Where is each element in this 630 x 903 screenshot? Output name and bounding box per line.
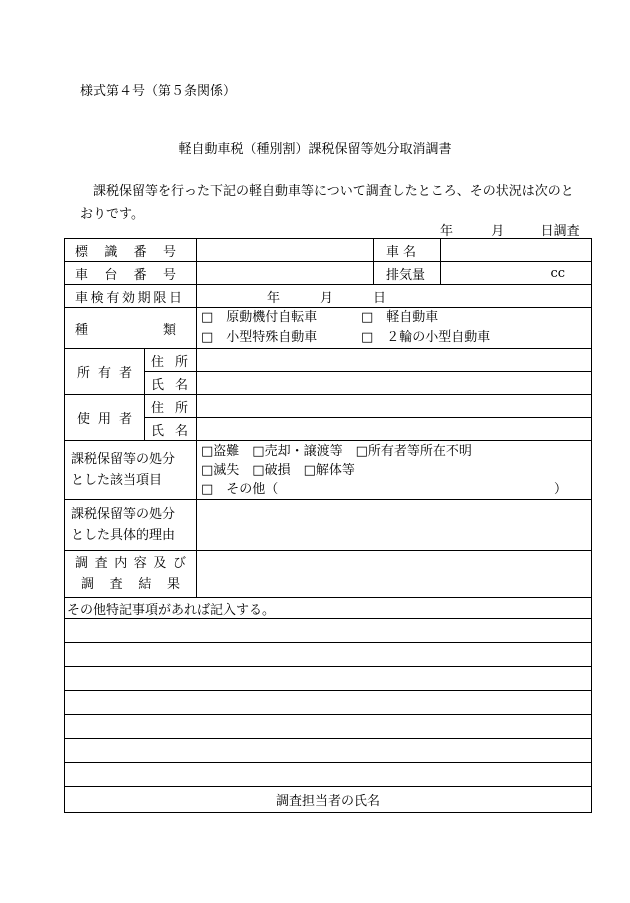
- user-name-label: 氏名: [145, 418, 197, 441]
- notes-field[interactable]: [65, 691, 592, 715]
- plate-label: 標識番号: [65, 239, 197, 262]
- owner-name-label: 氏名: [145, 372, 197, 395]
- chassis-label: 車台番号: [65, 262, 197, 285]
- reason-label: [65, 500, 197, 551]
- survey-year-label: 年: [440, 224, 454, 239]
- displacement-field[interactable]: [441, 262, 592, 285]
- notes-line: [65, 739, 592, 763]
- user-label: 使用者: [65, 395, 145, 441]
- result-label: [65, 551, 197, 598]
- result-label-line-2: 調査結果: [81, 577, 181, 592]
- applicable-row: [65, 441, 592, 500]
- kind-label: 種類: [65, 308, 197, 349]
- displacement-unit: cc: [550, 265, 566, 281]
- owner-address-row: [65, 349, 592, 372]
- result-row: [65, 551, 592, 598]
- reason-label-line-2: とした具体的理由: [71, 528, 176, 543]
- inspection-year: 年: [267, 290, 281, 306]
- user-name-field[interactable]: [197, 418, 592, 441]
- displacement-label: 排気量: [374, 262, 441, 285]
- user-address-field[interactable]: [197, 395, 592, 418]
- applicable-items-line-1[interactable]: □盗難 □売却・譲渡等 □所有者等所在不明: [201, 443, 472, 459]
- plate-field[interactable]: [197, 239, 374, 262]
- kind-option-moped[interactable]: □ 原動機付自転車: [201, 310, 318, 325]
- owner-address-field[interactable]: [197, 349, 592, 372]
- notes-field[interactable]: [65, 715, 592, 739]
- investigator-row: [65, 787, 592, 813]
- survey-form-table: [64, 238, 592, 813]
- inspection-row: [65, 285, 592, 308]
- reason-row: [65, 500, 592, 551]
- notes-field[interactable]: [65, 619, 592, 643]
- chassis-row: [65, 262, 592, 285]
- user-address-row: [65, 395, 592, 418]
- notes-head-row: [65, 598, 592, 619]
- kind-options: [197, 308, 592, 349]
- applicable-other-close: ）: [554, 481, 568, 497]
- notes-field[interactable]: [65, 763, 592, 787]
- applicable-items-line-2[interactable]: □滅失 □破損 □解体等: [201, 462, 355, 478]
- kind-option-two-wheel[interactable]: □ ２輪の小型自動車: [361, 330, 491, 345]
- inspection-month: 月: [320, 290, 334, 306]
- kind-option-special[interactable]: □ 小型特殊自動車: [201, 330, 318, 345]
- car-name-label: 車名: [374, 239, 441, 262]
- applicable-items: [197, 441, 592, 500]
- survey-date: [440, 220, 580, 239]
- applicable-label-line-2: とした該当項目: [71, 473, 163, 488]
- inspection-label: 車検有効期限日: [65, 285, 197, 308]
- owner-name-field[interactable]: [197, 372, 592, 395]
- kind-options-line-1: [201, 308, 587, 328]
- owner-label: 所有者: [65, 349, 145, 395]
- owner-address-label: 住所: [145, 349, 197, 372]
- applicable-other-label: □ その他（: [201, 481, 279, 497]
- reason-label-line-1: 課税保留等の処分: [71, 507, 176, 522]
- user-address-label: 住所: [145, 395, 197, 418]
- notes-label: その他特記事項があれば記入する。: [65, 598, 592, 619]
- user-name-row: [65, 418, 592, 441]
- survey-day-label: 日調査: [540, 224, 580, 239]
- notes-line: [65, 763, 592, 787]
- notes-field[interactable]: [65, 643, 592, 667]
- notes-field[interactable]: [65, 739, 592, 763]
- notes-line: [65, 691, 592, 715]
- investigator-label[interactable]: 調査担当者の氏名: [65, 787, 592, 813]
- intro-text: 課税保留等を行った下記の軽自動車等について調査したところ、その状況は次のとおりです。: [80, 184, 574, 222]
- reason-field[interactable]: [197, 500, 592, 551]
- notes-field[interactable]: [65, 667, 592, 691]
- notes-line: [65, 667, 592, 691]
- page-title: 軽自動車税（種別割）課税保留等処分取消調書: [178, 142, 452, 157]
- car-name-field[interactable]: [441, 239, 592, 262]
- kind-options-line-2: [201, 328, 587, 348]
- chassis-field[interactable]: [197, 262, 374, 285]
- plate-row: [65, 239, 592, 262]
- notes-line: [65, 619, 592, 643]
- notes-line: [65, 715, 592, 739]
- applicable-label: [65, 441, 197, 500]
- owner-name-row: [65, 372, 592, 395]
- kind-option-kei-car[interactable]: □ 軽自動車: [361, 310, 439, 325]
- kind-row: [65, 308, 592, 349]
- inspection-day: 日: [373, 290, 387, 306]
- inspection-date-field[interactable]: [197, 285, 592, 308]
- result-label-line-1: 調査内容及び: [75, 556, 187, 571]
- applicable-other[interactable]: [201, 480, 587, 499]
- applicable-label-line-1: 課税保留等の処分: [71, 452, 176, 467]
- form-number: 様式第４号（第５条関係）: [80, 84, 237, 99]
- notes-line: [65, 643, 592, 667]
- survey-month-label: 月: [491, 224, 505, 239]
- result-field[interactable]: [197, 551, 592, 598]
